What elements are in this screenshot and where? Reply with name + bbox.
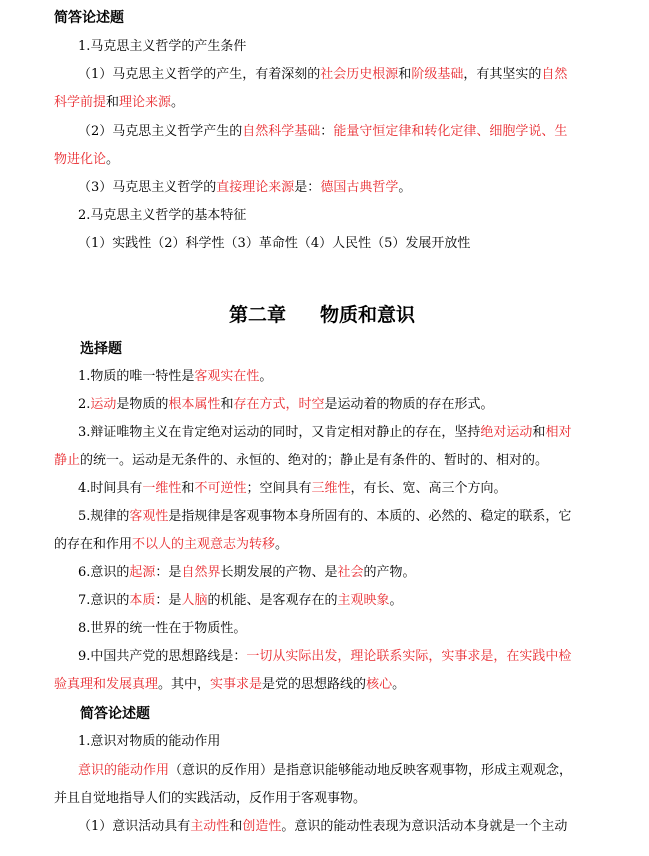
choice-item-1: 1.物质的唯一特性是客观实在性。: [78, 369, 273, 384]
choice-item-2: 2.运动是物质的根本属性和存在方式，时空是运动着的物质的存在形式。: [78, 397, 494, 412]
choice-item-5-line-1: 5.规律的客观性是指规律是客观事物本身所固有的、本质的、必然的、稳定的联系，它: [78, 509, 572, 524]
choice-item-4: 4.时间具有一维性和不可逆性；空间具有三维性，有长、宽、高三个方向。: [78, 481, 507, 496]
paragraph-1-line-1: （1）马克思主义哲学的产生，有着深刻的社会历史根源和阶级基础，有其坚实的自然: [78, 67, 568, 82]
choice-item-9-line-2: 验真理和发展真理。其中，实事求是是党的思想路线的核心。: [54, 677, 406, 692]
chapter-name: 物质和意识: [320, 304, 416, 326]
question-2-title: 2.马克思主义哲学的基本特征: [78, 208, 247, 223]
choice-item-6: 6.意识的起源：是自然界长期发展的产物、是社会的产物。: [78, 565, 416, 580]
choice-item-7: 7.意识的本质：是人脑的机能、是客观存在的主观映象。: [78, 593, 403, 608]
question-1-title-2: 1.意识对物质的能动作用: [78, 734, 221, 749]
paragraph-2-line-2: 物进化论。: [54, 152, 120, 167]
section-heading-choice: 选择题: [80, 341, 122, 357]
definition-line-1: 意识的能动作用（意识的反作用）是指意识能够能动地反映客观事物，形成主观观念，: [78, 763, 573, 778]
paragraph-1-line-2: 科学前提和理论来源。: [54, 95, 185, 110]
point-1: （1）意识活动具有主动性和创造性。意识的能动性表现为意识活动本身就是一个主动: [78, 819, 568, 834]
paragraph-3: （3）马克思主义哲学的直接理论来源是：德国古典哲学。: [78, 180, 412, 195]
choice-item-9-line-1: 9.中国共产党的思想路线是：一切从实际出发，理论联系实际，实事求是，在实践中检: [78, 649, 572, 664]
choice-item-8: 8.世界的统一性在于物质性。: [78, 621, 247, 636]
features-list: （1）实践性（2）科学性（3）革命性（4）人民性（5）发展开放性: [78, 236, 471, 251]
chapter-number: 第二章: [229, 304, 287, 326]
choice-item-5-line-2: 的存在和作用不以人的主观意志为转移。: [54, 537, 289, 552]
chapter-title: [229, 303, 415, 327]
section-heading-short-answer: 简答论述题: [54, 10, 124, 26]
choice-item-3-line-1: 3.辩证唯物主义在肯定绝对运动的同时，又肯定相对静止的存在，坚持绝对运动和相对: [78, 425, 572, 440]
choice-item-3-line-2: 静止的统一。运动是无条件的、永恒的、绝对的；静止是有条件的、暂时的、相对的。: [54, 453, 549, 468]
definition-line-2: 并且自觉地指导人们的实践活动，反作用于客观事物。: [54, 791, 367, 806]
paragraph-2-line-1: （2）马克思主义哲学产生的自然科学基础：能量守恒定律和转化定律、细胞学说、生: [78, 124, 568, 139]
section-heading-short-answer-2: 简答论述题: [80, 706, 150, 722]
question-1-title: 1.马克思主义哲学的产生条件: [78, 39, 247, 54]
